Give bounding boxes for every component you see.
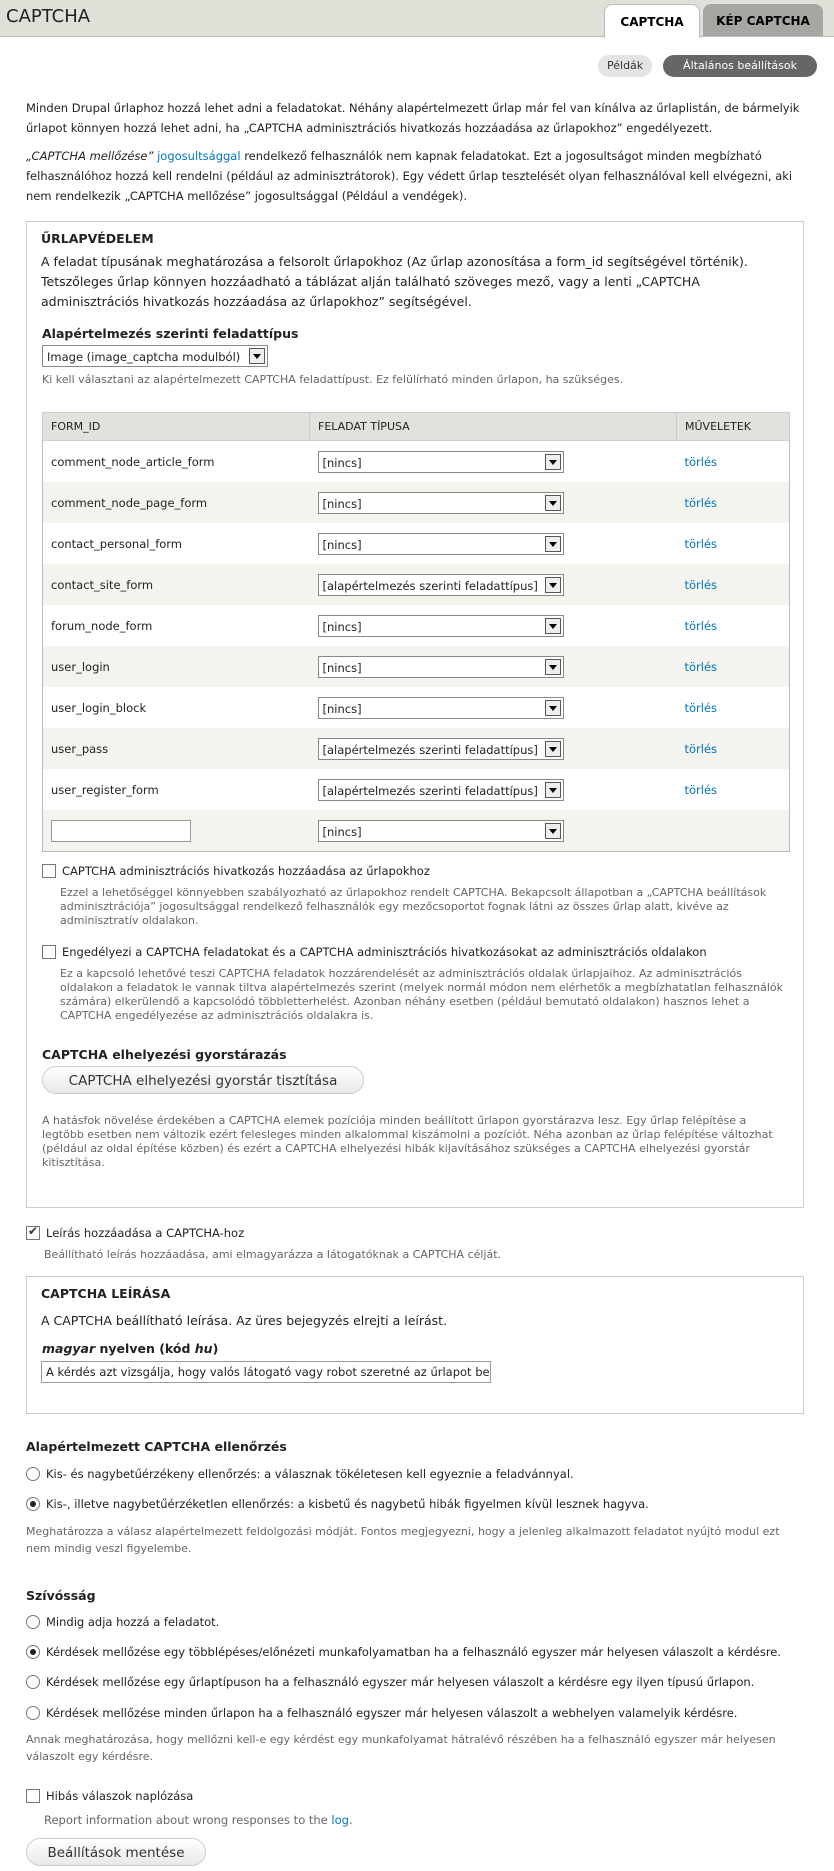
persistence-option-always: Mindig adja hozzá a feladatot. xyxy=(46,1615,220,1629)
language-code: hu xyxy=(194,1341,213,1356)
delete-link[interactable]: törlés xyxy=(684,741,718,756)
challenge-type-select[interactable] xyxy=(318,533,564,555)
default-type-label: Alapértelmezés szerinti feladattípus xyxy=(42,326,299,341)
secondary-tab-general-settings[interactable]: Általános beállítások xyxy=(663,55,817,77)
form-id-cell: comment_node_article_form xyxy=(51,454,215,469)
admin-link-label: CAPTCHA adminisztrációs hivatkozás hozzáadása az űrlapokhoz xyxy=(62,864,430,878)
table-row xyxy=(43,605,790,646)
placement-cache-label: CAPTCHA elhelyezési gyorstárazás xyxy=(42,1047,287,1062)
form-protection-legend: ŰRLAPVÉDELEM xyxy=(41,231,154,246)
chevron-down-icon xyxy=(545,741,561,757)
persistence-option-form-type: Kérdések mellőzése egy űrlaptípuson ha a felhasználó egyszer már helyesen válaszolt a kérdésre egy ilyen típusú űrlapon. xyxy=(46,1675,755,1689)
form-protection-description: A feladat típusának meghatározása a felsorolt űrlapokhoz (Az űrlap azonosítása a form_id segítségével történik). Tetszőleges űrlap könnyen hozzáadható a táblázat alján található szöveges mező, vagy a lenti „CAPTCHA adminisztrációs hivatkozás hozzáadása az űrlapokhoz” segítségével. xyxy=(41,254,748,309)
table-row xyxy=(43,482,790,523)
chevron-down-icon xyxy=(545,454,561,470)
table-row xyxy=(43,646,790,687)
chevron-down-icon xyxy=(249,348,265,364)
captcha-points-table xyxy=(42,412,790,852)
chevron-down-icon xyxy=(545,618,561,634)
form-id-cell: forum_node_form xyxy=(51,618,153,633)
tab-image-captcha[interactable]: KÉP CAPTCHA xyxy=(703,4,823,36)
chevron-down-icon xyxy=(545,782,561,798)
challenge-type-select[interactable] xyxy=(318,656,564,678)
persistence-title: Szívósság xyxy=(26,1588,96,1603)
column-header-operations: MŰVELETEK xyxy=(677,413,790,441)
admin-pages-label: Engedélyezi a CAPTCHA feladatokat és a CAPTCHA adminisztrációs hivatkozásokat az adminisztrációs oldalakon xyxy=(62,945,707,959)
persistence-option-workflow: Kérdések mellőzése egy többlépéses/előnézeti munkafolyamatban ha a felhasználó egyszer már helyesen válaszolt a kérdésre. xyxy=(46,1645,782,1659)
delete-link[interactable]: törlés xyxy=(684,782,718,797)
challenge-type-select[interactable] xyxy=(318,738,564,760)
log-wrong-responses-label: Hibás válaszok naplózása xyxy=(46,1789,194,1803)
tab-captcha[interactable]: CAPTCHA xyxy=(604,4,700,38)
delete-link[interactable]: törlés xyxy=(684,700,718,715)
default-type-select[interactable] xyxy=(42,345,268,367)
default-type-description: Ki kell választani az alapértelmezett CAPTCHA feladattípust. Ez felülírható minden űrlapon, ha szükséges. xyxy=(42,373,624,386)
permission-link[interactable]: jogosultsággal xyxy=(157,149,241,163)
table-row xyxy=(43,728,790,769)
challenge-type-value: [alapértelmezés szerinti feladattípus] xyxy=(322,578,538,593)
chevron-down-icon xyxy=(545,495,561,511)
challenge-type-select[interactable] xyxy=(318,451,564,473)
captcha-description-input[interactable]: A kérdés azt vizsgálja, hogy valós látogató vagy robot szeretné az űrlapot be xyxy=(41,1361,491,1383)
challenge-type-value: [nincs] xyxy=(322,537,362,552)
column-header-form-id: FORM_ID xyxy=(43,413,310,441)
validation-radio-case-sensitive[interactable] xyxy=(26,1467,40,1481)
validation-radio-case-insensitive[interactable] xyxy=(26,1497,40,1511)
chevron-down-icon xyxy=(545,659,561,675)
column-header-type: FELADAT TÍPUSA xyxy=(310,413,677,441)
form-id-cell: comment_node_page_form xyxy=(43,482,310,523)
validation-description: Meghatározza a válasz alapértelmezett feldolgozási módját. Fontos megjegyezni, hogy a jelenleg alkalmazott feladatot nyújtó modul ezt nem mindig veszi figyelembe. xyxy=(26,1525,780,1555)
admin-link-description: Ezzel a lehetőséggel könnyebben szabályozható az űrlapokhoz rendelt CAPTCHA. Bekapcsolt állapotban a „CAPTCHA beállítások adminisztrációja” jogosultsággal rendelkező felhasználók egy mezőcsoportot fognak látni az összes űrlap alatt, kivéve az adminisztratív oldalakon. xyxy=(60,886,767,927)
page-title: CAPTCHA xyxy=(6,6,91,27)
form-id-cell: contact_site_form xyxy=(43,564,310,605)
language-name: magyar xyxy=(42,1341,96,1356)
chevron-down-icon xyxy=(545,700,561,716)
delete-link[interactable]: törlés xyxy=(684,536,718,551)
log-wrong-responses-description xyxy=(44,1813,353,1827)
admin-pages-checkbox[interactable] xyxy=(42,945,56,959)
form-id-cell: contact_personal_form xyxy=(51,536,183,551)
table-row xyxy=(43,523,790,564)
admin-pages-description: Ez a kapcsoló lehetővé teszi CAPTCHA feladatok hozzárendelését az adminisztrációs oldalak űrlapjaihoz. Az adminisztrációs oldalakon a feladatok le vannak tiltva alapértelmezés szerint (melyek normál módon nem elérhetők a megbízhatatlan felhasználók számára) elkerülendő a kapcsolódó többletterhelést. Azonban néhány esetben (például bemutató oldalakon) hasznos lehet a CAPTCHA engedélyezése az adminisztrációs oldalakra is. xyxy=(60,967,784,1022)
header-bar xyxy=(0,0,834,37)
intro-paragraph-1: Minden Drupal űrlaphoz hozzá lehet adni a feladatokat. Néhány alapértelmezett űrlap már fel van kínálva az űrlaplistán, de bármelyik űrlapot könnyen hozzá lehet adni, ha „CAPTCHA adminisztrációs hivatkozás hozzáadása az űrlapokhoz” engedélyezett. xyxy=(26,101,800,135)
validation-option-case-insensitive: Kis-, illetve nagybetűérzéketlen ellenőrzés: a kisbetű és nagybetű hibák figyelmen kívül lesznek hagyva. xyxy=(46,1497,649,1511)
chevron-down-icon xyxy=(545,536,561,552)
intro-paragraph-2 xyxy=(26,146,810,206)
language-label-mid: nyelven (kód xyxy=(95,1341,195,1356)
chevron-down-icon xyxy=(545,823,561,839)
challenge-type-select[interactable] xyxy=(318,779,564,801)
admin-link-checkbox[interactable] xyxy=(42,864,56,878)
challenge-type-value: [alapértelmezés szerinti feladattípus] xyxy=(322,783,538,798)
challenge-type-value: [alapértelmezés szerinti feladattípus] xyxy=(322,742,538,757)
new-challenge-type-select[interactable] xyxy=(318,820,564,842)
challenge-type-select[interactable] xyxy=(318,697,564,719)
placement-cache-description: A hatásfok növelése érdekében a CAPTCHA elemek pozíciója minden beállított űrlapon gyorstárazva lesz. Egy űrlap felépítése a legtöbb esetben nem változik ezért felesleges minden alkalommal kiszámolni a pozíciót. Néha azonban az űrlap felépítése változhat (például az oldal építése közben) és ezért a CAPTCHA elhelyezési hibák kijavításához szükséges a CAPTCHA elhelyezési gyorstár kitisztítása. xyxy=(42,1114,773,1169)
persistence-radio-all-forms[interactable] xyxy=(26,1706,40,1720)
log-wrong-responses-checkbox[interactable] xyxy=(26,1789,40,1803)
secondary-tab-examples[interactable]: Példák xyxy=(598,55,652,77)
delete-link[interactable]: törlés xyxy=(684,618,718,633)
table-row xyxy=(43,687,790,728)
table-row-new xyxy=(43,810,790,852)
default-type-value: Image (image_captcha modulból) xyxy=(47,350,241,364)
captcha-description-help: A CAPTCHA beállítható leírása. Az üres bejegyzés elrejti a leírást. xyxy=(41,1313,448,1328)
challenge-type-value: [nincs] xyxy=(322,824,362,839)
add-description-description: Beállítható leírás hozzáadása, ami elmagyarázza a látogatóknak a CAPTCHA célját. xyxy=(44,1248,502,1261)
table-row xyxy=(43,564,790,605)
intro-p2-start: „CAPTCHA mellőzése” xyxy=(26,149,154,163)
challenge-type-select[interactable] xyxy=(318,492,564,514)
new-form-id-input[interactable] xyxy=(51,820,191,842)
form-id-cell: user_login xyxy=(43,646,310,687)
challenge-type-value: [nincs] xyxy=(322,660,362,675)
validation-title: Alapértelmezett CAPTCHA ellenőrzés xyxy=(26,1439,287,1454)
chevron-down-icon xyxy=(545,577,561,593)
persistence-radio-form-type[interactable] xyxy=(26,1675,40,1689)
challenge-type-select[interactable] xyxy=(318,615,564,637)
add-description-checkbox[interactable] xyxy=(26,1226,40,1240)
delete-link[interactable]: törlés xyxy=(684,659,718,674)
table-row xyxy=(43,769,790,810)
save-settings-button[interactable]: Beállítások mentése xyxy=(26,1838,206,1866)
persistence-radio-workflow[interactable] xyxy=(26,1645,40,1659)
challenge-type-value: [nincs] xyxy=(322,455,362,470)
table-row xyxy=(43,441,790,483)
challenge-type-value: [nincs] xyxy=(322,496,362,511)
persistence-description: Annak meghatározása, hogy mellőzni kell-e egy kérdést egy munkafolyamat hátralévő részében ha a felhasználó egyszer már helyesen válaszolt egy kérdésre. xyxy=(26,1733,776,1763)
language-label-end: ) xyxy=(212,1341,219,1356)
log-desc-end: . xyxy=(348,1813,353,1827)
log-desc-start: Report information about wrong responses to the xyxy=(44,1813,332,1827)
delete-link[interactable]: törlés xyxy=(684,495,718,510)
challenge-type-select[interactable] xyxy=(318,574,564,596)
form-id-cell: user_pass xyxy=(43,728,310,769)
persistence-radio-always[interactable] xyxy=(26,1615,40,1629)
validation-option-case-sensitive: Kis- és nagybetűérzékeny ellenőrzés: a válasznak tökéletesen kell egyeznie a feladvánnyal. xyxy=(46,1467,574,1481)
add-description-label: Leírás hozzáadása a CAPTCHA-hoz xyxy=(46,1226,245,1240)
form-id-cell: user_register_form xyxy=(51,782,159,797)
form-id-cell: user_login_block xyxy=(51,700,147,715)
intro-p2-rest: rendelkező felhasználók nem kapnak feladatokat. Ezt a jogosultságot minden megbízható felhasználóhoz hozzá kell rendelni (például az adminisztrátorok). Egy védett űrlap tesztelését olyan felhasználóval kell elvégezni, aki nem rendelkezik „CAPTCHA mellőzése” jogosultsággal (Például a vendégek). xyxy=(26,149,793,203)
captcha-description-legend: CAPTCHA LEÍRÁSA xyxy=(41,1286,171,1301)
delete-link[interactable]: törlés xyxy=(684,454,718,469)
language-label xyxy=(42,1341,218,1356)
clear-placement-cache-button[interactable]: CAPTCHA elhelyezési gyorstár tisztítása xyxy=(42,1066,364,1094)
log-link[interactable]: log xyxy=(331,1813,349,1827)
delete-link[interactable]: törlés xyxy=(684,577,718,592)
persistence-option-all-forms: Kérdések mellőzése minden űrlapon ha a felhasználó egyszer már helyesen válaszolt a webhelyen valamelyik kérdésre. xyxy=(46,1706,738,1720)
challenge-type-value: [nincs] xyxy=(322,701,362,716)
challenge-type-value: [nincs] xyxy=(322,619,362,634)
